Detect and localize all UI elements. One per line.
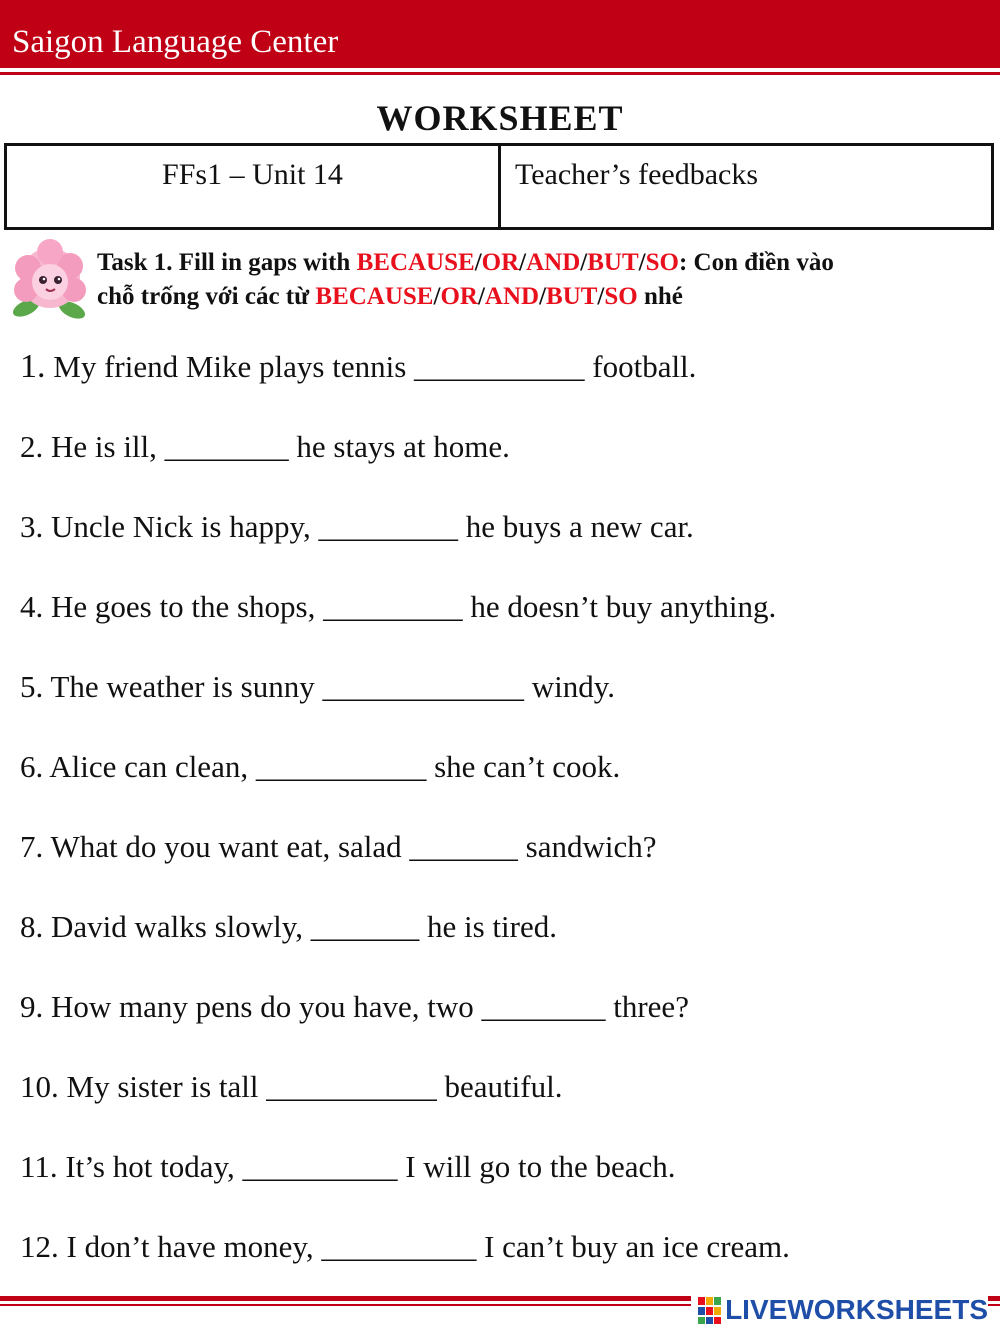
header-rule [0,72,1000,75]
flower-mascot-icon [8,238,92,322]
question-item[interactable]: 12. I don’t have money, __________ I can’t buy an ice cream. [20,1229,790,1264]
question-item[interactable]: 4. He goes to the shops, _________ he doesn’t buy anything. [20,589,777,624]
task-instructions [0,238,1000,328]
liveworksheets-text: LIVEWORKSHEETS [725,1294,988,1325]
question-item[interactable]: 3. Uncle Nick is happy, _________ he buys a new car. [20,509,694,544]
liveworksheets-icon [697,1295,723,1325]
question-item[interactable]: 8. David walks slowly, _______ he is tired. [20,909,557,944]
task-text: Task 1. Fill in gaps with BECAUSE/OR/AND/BUT/SO: Con điền vào chỗ trống với các từ BECAUSE/OR/AND/BUT/SO nhé [97,249,834,310]
worksheet-title: WORKSHEET [376,98,624,138]
question-item[interactable]: 5. The weather is sunny _____________ windy. [20,669,615,704]
unit-cell: FFs1 – Unit 14 [7,146,501,227]
question-item[interactable]: 7. What do you want eat, salad _______ sandwich? [20,829,657,864]
info-table [4,143,994,230]
question-item[interactable]: 10. My sister is tall ___________ beautiful. [20,1069,563,1104]
question-item[interactable]: 1. My friend Mike plays tennis ___________ football. [20,348,697,385]
header-title: Saigon Language Center [12,24,339,60]
question-item[interactable]: 6. Alice can clean, ___________ she can’t cook. [20,749,621,784]
liveworksheets-logo [691,1293,988,1327]
feedback-cell: Teacher’s feedbacks [515,158,759,191]
question-list [20,345,980,1305]
question-item[interactable]: 11. It’s hot today, __________ I will go to the beach. [20,1149,676,1184]
question-item[interactable]: 9. How many pens do you have, two ________ three? [20,989,689,1024]
question-item[interactable]: 2. He is ill, ________ he stays at home. [20,429,510,464]
